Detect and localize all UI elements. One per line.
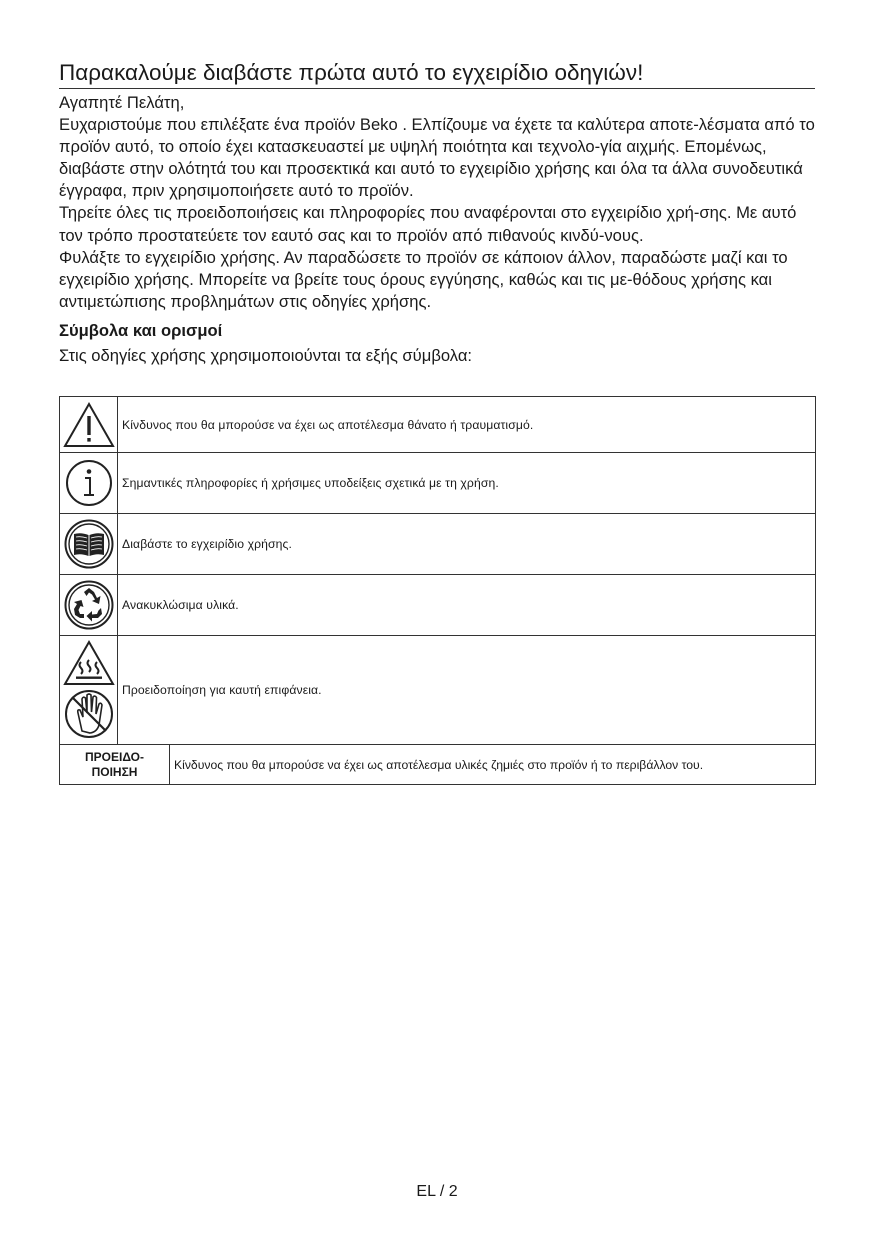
table-row bbox=[60, 453, 816, 514]
hot-surface-icon bbox=[60, 639, 117, 741]
paragraph-1: Ευχαριστούμε που επιλέξατε ένα προϊόν Beko . Ελπίζουμε να έχετε τα καλύτερα αποτε-λέσματα από το προϊόν αυτό, το οποίο έχει κατασκευαστεί με υψηλή ποιότητα και τεχνολο-γία αιχμής. Επομένως, διαβάστε στην ολότητά του και προσεκτικά και αυτό το εγχειρίδιο χρήσης και όλα τα άλλα συνοδευτικά έγγραφα, πριν χρησιμοποιήσετε αυτό το προϊόν. bbox=[59, 115, 815, 201]
table-row bbox=[60, 397, 816, 453]
caution-description: Κίνδυνος που θα μπορούσε να έχει ως αποτέλεσμα υλικές ζημιές στο προϊόν ή το περιβάλλον του. bbox=[170, 745, 816, 785]
symbol-description: Σημαντικές πληροφορίες ή χρήσιμες υποδείξεις σχετικά με τη χρήση. bbox=[118, 453, 816, 514]
page-number: EL / 2 bbox=[416, 1183, 458, 1200]
symbol-description: Διαβάστε το εγχειρίδιο χρήσης. bbox=[118, 514, 816, 575]
symbols-heading: Σύμβολα και ορισμοί bbox=[59, 320, 223, 340]
table-row bbox=[60, 636, 816, 745]
symbol-icon-cell bbox=[60, 636, 118, 745]
page-title: Παρακαλούμε διαβάστε πρώτα αυτό το εγχειρίδιο οδηγιών! bbox=[59, 60, 644, 85]
symbol-icon-cell bbox=[60, 514, 118, 575]
book-icon bbox=[60, 518, 117, 570]
document-page bbox=[59, 58, 815, 367]
symbol-icon-cell bbox=[60, 453, 118, 514]
symbols-table bbox=[59, 396, 816, 785]
table-row bbox=[60, 514, 816, 575]
paragraph-2: Τηρείτε όλες τις προειδοποιήσεις και πληροφορίες που αναφέρονται στο εγχειρίδιο χρή-σης. Με αυτό τον τρόπο προστατεύετε τον εαυτό σας και το προϊόν από πιθανούς κινδύ-νους. bbox=[59, 203, 797, 245]
recycle-icon bbox=[60, 579, 117, 631]
warning-triangle-icon bbox=[60, 401, 117, 449]
caution-label-line-2: ΠΟΙΗΣΗ bbox=[91, 764, 138, 779]
caution-label bbox=[60, 745, 170, 785]
symbol-icon-cell bbox=[60, 397, 118, 453]
caution-label-line-1: ΠΡΟΕΙΔΟ- bbox=[85, 749, 144, 764]
symbols-intro: Στις οδηγίες χρήσης χρησιμοποιούνται τα εξής σύμβολα: bbox=[59, 345, 473, 365]
symbol-description: Κίνδυνος που θα μπορούσε να έχει ως αποτέλεσμα θάνατο ή τραυματισμό. bbox=[118, 397, 816, 453]
paragraph-3: Φυλάξτε το εγχειρίδιο χρήσης. Αν παραδώσετε το προϊόν σε κάποιον άλλον, παραδώστε μαζί και το εγχειρίδιο χρήσης. Μπορείτε να βρείτε τους όρους εγγύησης, καθώς και τις με-θόδους χρήσης και αντιμετώπισης προβλημάτων στις οδηγίες χρήσης. bbox=[59, 247, 788, 311]
table-row bbox=[60, 575, 816, 636]
info-icon bbox=[60, 458, 117, 508]
symbol-icon-cell bbox=[60, 575, 118, 636]
greeting: Αγαπητέ Πελάτη, bbox=[59, 93, 185, 112]
title-divider bbox=[59, 88, 815, 89]
symbol-description: Προειδοποίηση για καυτή επιφάνεια. bbox=[118, 636, 816, 745]
caution-row bbox=[60, 745, 816, 785]
intro-text bbox=[59, 92, 815, 313]
symbol-description: Ανακυκλώσιμα υλικά. bbox=[118, 575, 816, 636]
